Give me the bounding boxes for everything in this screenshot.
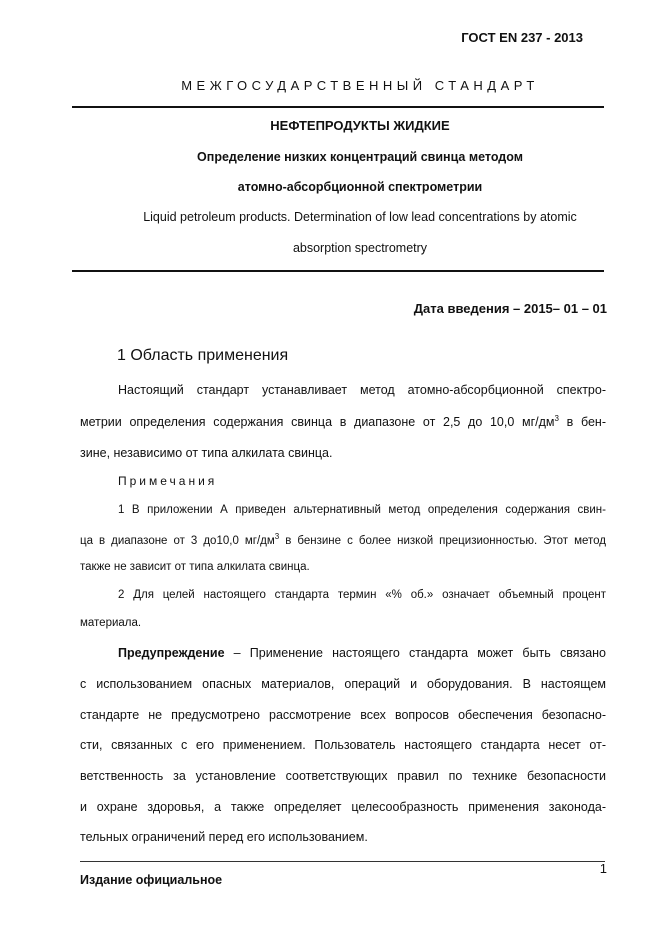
scope-para-line-2 (80, 414, 606, 429)
warning-line-1 (80, 646, 606, 660)
note1-line-2 (80, 532, 606, 547)
intro-date: Дата введения – 2015– 01 – 01 (413, 301, 607, 316)
warning-line-3: стандарте не предусмотрено рассмотрение всех вопросов обеспечения безопасно- (80, 708, 606, 722)
page-number: 1 (599, 861, 607, 876)
top-rule (72, 106, 604, 108)
note1-line-1: 1 В приложении А приведен альтернативный метод определения содержания свин- (118, 504, 606, 516)
note2-line-1: 2 Для целей настоящего стандарта термин «% об.» означает объемный процент (118, 589, 606, 601)
subtitle-line-2: атомно-абсорбционной спектрометрии (237, 180, 483, 194)
unit-superscript: 3 (554, 414, 559, 423)
warning-line-4: сти, связанных с его применением. Пользователь настоящего стандарта несет от- (80, 738, 606, 752)
warning-line-7: тельных ограничений перед его использованием. (80, 830, 368, 844)
warning-line-6: и охране здоровья, а также определяет целесообразность применения законода- (80, 800, 606, 814)
note1-superscript: 3 (274, 532, 280, 541)
bottom-title-rule (72, 270, 604, 272)
scope-para-line-3: зине, независимо от типа алкилата свинца. (80, 446, 333, 460)
standard-type: МЕЖГОСУДАРСТВЕННЫЙ СТАНДАРТ (181, 78, 539, 93)
subtitle-line-1: Определение низких концентраций свинца методом (197, 150, 523, 164)
scope-para-line-2-tail: в бен- (558, 415, 606, 430)
scope-para-line-2-text: метрии определения содержания свинца в диапазоне от 2,5 до 10,0 мг/дм (80, 415, 555, 430)
english-title-line-1: Liquid petroleum products. Determination of low lead concentrations by atomic (143, 210, 577, 224)
english-title-line-2: absorption spectrometry (292, 241, 428, 255)
document-title: НЕФТЕПРОДУКТЫ ЖИДКИЕ (270, 118, 450, 133)
warning-line-2: с использованием опасных материалов, операций и оборудования. В настоящем (80, 677, 606, 691)
warning-line-1-text: – Применение настоящего стандарта может быть связано (224, 646, 606, 660)
scope-para-line-1: Настоящий стандарт устанавливает метод атомно-абсорбционной спектро- (118, 383, 606, 397)
section-heading: 1 Область применения (117, 347, 289, 364)
note1-line-3: также не зависит от типа алкилата свинца. (80, 561, 310, 573)
note2-line-2: материала. (80, 617, 142, 629)
notes-heading: Примечания (118, 474, 218, 488)
note1-line-2-tail: в бензине с более низкой прецизионностью. Этот метод (279, 534, 606, 547)
note1-line-2-text: ца в диапазоне от 3 до10,0 мг/дм (80, 534, 275, 547)
footer-rule (80, 861, 605, 862)
warning-line-5: ветственность за установление соответствующих правил по технике безопасности (80, 769, 606, 783)
standard-number: ГОСТ EN 237 - 2013 (461, 30, 583, 45)
edition-label: Издание официальное (80, 873, 223, 887)
warning-label: Предупреждение (118, 646, 225, 660)
